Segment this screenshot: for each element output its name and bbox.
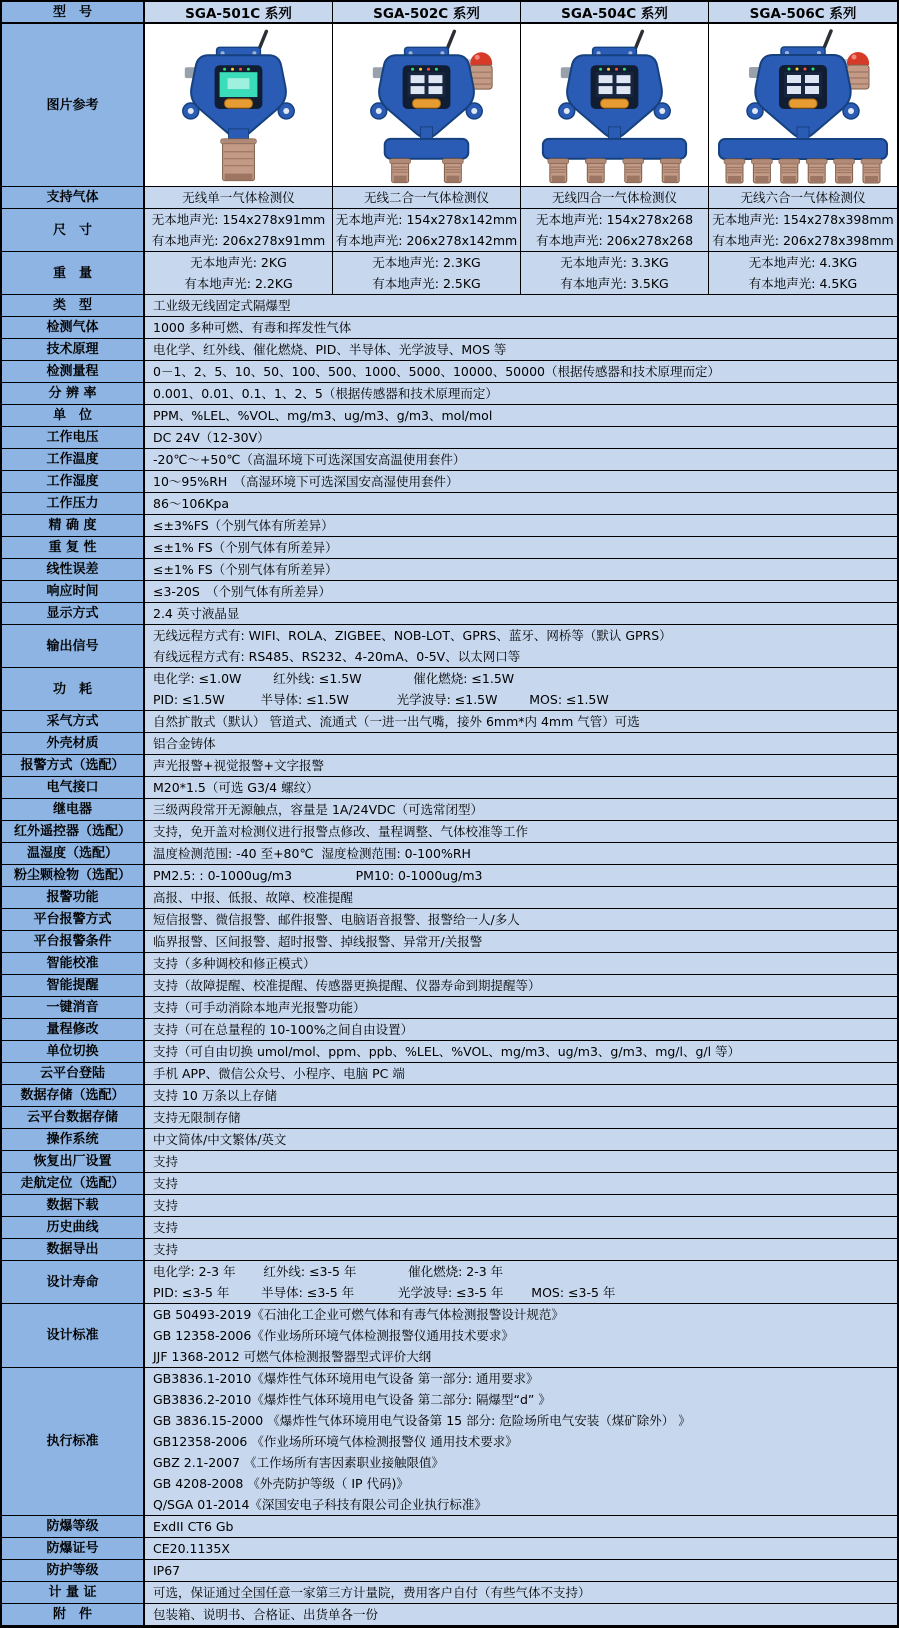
table-row [2, 625, 897, 668]
table-row [2, 755, 897, 777]
value-line: 声光报警+视觉报警+文字报警 [153, 758, 324, 773]
row-value [145, 581, 897, 603]
row-value [145, 493, 897, 515]
table-row [2, 1151, 897, 1173]
value-line: 有本地声光: 4.5KG [748, 276, 858, 291]
row-value [145, 1063, 897, 1085]
value-line: 10～95%RH （高湿环境下可选深国安高湿使用套件） [153, 474, 459, 489]
table-row [2, 1560, 897, 1582]
gas-detector-illustration [521, 24, 708, 186]
row-label: 走航定位（选配） [2, 1173, 145, 1195]
size-row [2, 209, 897, 252]
value-line: 无线单一气体检测仪 [182, 190, 295, 205]
table-row [2, 1538, 897, 1560]
table-row [2, 1304, 897, 1368]
value-line: 电化学、红外线、催化燃烧、PID、半导体、光学波导、MOS 等 [153, 342, 507, 357]
row-value [145, 843, 897, 865]
value-line: 临界报警、区间报警、超时报警、掉线报警、异常开/关报警 [153, 934, 483, 949]
value-line: PPM、%LEL、%VOL、mg/m3、ug/m3、g/m3、mol/mol [153, 408, 493, 423]
row-value [145, 295, 897, 317]
row-label: 重 量 [2, 252, 145, 295]
table-row [2, 843, 897, 865]
table-row [2, 383, 897, 405]
value-line: 支持无限制存储 [153, 1110, 241, 1125]
row-label: 附 件 [2, 1604, 145, 1626]
value-line: 支持，免开盖对检测仪进行报警点修改、量程调整、气体校准等工作 [153, 824, 529, 839]
value-line: 2.4 英寸液晶显 [153, 606, 240, 621]
value-line: 电化学: ≤1.0W 红外线: ≤1.5W 催化燃烧: ≤1.5W [153, 671, 515, 686]
weight-value [145, 252, 333, 295]
value-line: 工业级无线固定式隔爆型 [153, 298, 291, 313]
value-line: 0－1、2、5、10、50、100、500、1000、5000、10000、50000（根据传感器和技术原理而定） [153, 364, 720, 379]
table-row [2, 1085, 897, 1107]
row-label: 执行标准 [2, 1368, 145, 1516]
value-line: GB12358-2006 《作业场所环境气体检测报警仪 通用技术要求》 [153, 1434, 518, 1449]
row-value [145, 1217, 897, 1239]
row-label: 设计标准 [2, 1304, 145, 1368]
table-row [2, 1195, 897, 1217]
model-name-sga-504c: SGA-504C 系列 [521, 2, 709, 24]
device-image-sga-501c [145, 24, 333, 187]
row-label: 设计寿命 [2, 1261, 145, 1304]
table-row [2, 339, 897, 361]
table-row [2, 295, 897, 317]
row-value [145, 1304, 897, 1368]
device-image-sga-506c [709, 24, 897, 187]
row-value [145, 361, 897, 383]
value-line: 无线远程方式有: WIFI、ROLA、ZIGBEE、NOB-LOT、GPRS、蓝牙、网桥等（默认 GPRS） [153, 628, 672, 643]
row-value [145, 1107, 897, 1129]
table-row [2, 1107, 897, 1129]
device-image-sga-504c [521, 24, 709, 187]
value-line: GB 12358-2006《作业场所环境气体检测报警仪通用技术要求》 [153, 1328, 514, 1343]
row-label: 工作湿度 [2, 471, 145, 493]
value-line: GBZ 2.1-2007 《工作场所有害因素职业接触限值》 [153, 1455, 444, 1470]
row-label: 数据导出 [2, 1239, 145, 1261]
table-row [2, 777, 897, 799]
row-label: 类 型 [2, 295, 145, 317]
table-row [2, 865, 897, 887]
row-value [145, 909, 897, 931]
row-label: 平台报警条件 [2, 931, 145, 953]
row-label: 智能校准 [2, 953, 145, 975]
value-line: 支持 [153, 1242, 179, 1257]
model-name-sga-502c: SGA-502C 系列 [333, 2, 521, 24]
row-value [145, 1538, 897, 1560]
value-line: 支持 [153, 1154, 179, 1169]
row-value [145, 1368, 897, 1516]
row-value [145, 1041, 897, 1063]
value-line: 无本地声光: 2.3KG [372, 255, 481, 270]
row-value [145, 449, 897, 471]
table-row [2, 1041, 897, 1063]
value-line: 无本地声光: 154x278x91mm [151, 212, 326, 227]
row-label: 数据下载 [2, 1195, 145, 1217]
row-value [145, 405, 897, 427]
model-row-label: 型 号 [2, 2, 145, 24]
row-label: 输出信号 [2, 625, 145, 668]
table-row [2, 559, 897, 581]
value-line: 有本地声光: 2.2KG [184, 276, 293, 291]
table-row [2, 953, 897, 975]
row-label: 功 耗 [2, 668, 145, 711]
row-label: 历史曲线 [2, 1217, 145, 1239]
row-value [145, 1129, 897, 1151]
model-header-row [2, 2, 897, 24]
table-row [2, 1368, 897, 1516]
row-value [145, 339, 897, 361]
table-row [2, 975, 897, 997]
table-row [2, 1516, 897, 1538]
row-label: 恢复出厂设置 [2, 1151, 145, 1173]
row-label: 技术原理 [2, 339, 145, 361]
value-line: -20℃～+50℃（高温环境下可选深国安高温使用套件） [153, 452, 466, 467]
row-label: 操作系统 [2, 1129, 145, 1151]
value-line: 无本地声光: 2KG [190, 255, 287, 270]
row-value [145, 733, 897, 755]
model-name-sga-501c: SGA-501C 系列 [145, 2, 333, 24]
value-line: 三级两段常开无源触点，容量是 1A/24VDC（可选常闭型） [153, 802, 483, 817]
weight-value [521, 252, 709, 295]
value-line: 86～106Kpa [153, 496, 230, 511]
value-line: ≤±1% FS（个别气体有所差异） [153, 540, 338, 555]
row-label: 电气接口 [2, 777, 145, 799]
row-label: 单 位 [2, 405, 145, 427]
row-label: 继电器 [2, 799, 145, 821]
support-gas-value [709, 187, 897, 209]
table-row [2, 1604, 897, 1626]
row-value [145, 931, 897, 953]
gas-detector-illustration [145, 24, 332, 186]
value-line: 有本地声光: 206x278x268 [535, 233, 694, 248]
device-image-sga-502c [333, 24, 521, 187]
support-gas-row [2, 187, 897, 209]
value-line: 无线四合一气体检测仪 [551, 190, 677, 205]
row-label: 精 确 度 [2, 515, 145, 537]
row-label: 显示方式 [2, 603, 145, 625]
table-row [2, 471, 897, 493]
table-row [2, 317, 897, 339]
row-value [145, 515, 897, 537]
table-row [2, 537, 897, 559]
table-row [2, 668, 897, 711]
value-line: PM2.5: : 0-1000ug/m3 PM10: 0-1000ug/m3 [153, 868, 483, 883]
value-line: 有本地声光: 3.5KG [560, 276, 669, 291]
row-value [145, 1516, 897, 1538]
row-label: 分 辨 率 [2, 383, 145, 405]
row-label: 报警方式（选配） [2, 755, 145, 777]
value-line: 高报、中报、低报、故障、校准提醒 [153, 890, 354, 905]
row-label: 温湿度（选配） [2, 843, 145, 865]
value-line: 包装箱、说明书、合格证、出货单各一份 [153, 1607, 379, 1622]
value-line: ≤±3%FS（个别气体有所差异） [153, 518, 334, 533]
row-label: 一键消音 [2, 997, 145, 1019]
row-label: 防爆证号 [2, 1538, 145, 1560]
row-label: 云平台登陆 [2, 1063, 145, 1085]
value-line: 支持（故障提醒、校准提醒、传感器更换提醒、仪器寿命到期提醒等） [153, 978, 541, 993]
row-value [145, 711, 897, 733]
value-line: 支持 10 万条以上存储 [153, 1088, 277, 1103]
table-row [2, 427, 897, 449]
row-value [145, 1261, 897, 1304]
value-line: 支持（可在总量程的 10-100%之间自由设置） [153, 1022, 414, 1037]
value-line: PID: ≤1.5W 半导体: ≤1.5W 光学波导: ≤1.5W MOS: ≤1.5W [153, 692, 609, 707]
table-row [2, 405, 897, 427]
table-row [2, 1019, 897, 1041]
value-line: GB 3836.15-2000 《爆炸性气体环境用电气设备第 15 部分: 危险场所电气安装（煤矿除外） 》 [153, 1413, 691, 1428]
value-line: GB3836.1-2010《爆炸性气体环境用电气设备 第一部分: 通用要求》 [153, 1371, 539, 1386]
row-label: 数据存储（选配） [2, 1085, 145, 1107]
row-label: 报警功能 [2, 887, 145, 909]
value-line: Q/SGA 01-2014《深国安电子科技有限公司企业执行标准》 [153, 1497, 487, 1512]
value-line: 铝合金铸体 [153, 736, 216, 751]
value-line: 支持 [153, 1220, 179, 1235]
row-label: 检测量程 [2, 361, 145, 383]
row-label: 尺 寸 [2, 209, 145, 252]
table-row [2, 515, 897, 537]
row-label: 云平台数据存储 [2, 1107, 145, 1129]
table-row [2, 1173, 897, 1195]
size-value [333, 209, 521, 252]
row-label: 外壳材质 [2, 733, 145, 755]
row-label: 采气方式 [2, 711, 145, 733]
table-row [2, 603, 897, 625]
weight-value [709, 252, 897, 295]
table-row [2, 1129, 897, 1151]
row-label: 线性误差 [2, 559, 145, 581]
value-line: 自然扩散式（默认） 管道式、流通式（一进一出气嘴，接外 6mm*内 4mm 气管）可选 [153, 714, 640, 729]
support-gas-value [521, 187, 709, 209]
table-row [2, 887, 897, 909]
gas-detector-illustration [709, 24, 897, 186]
row-value [145, 1195, 897, 1217]
row-label: 粉尘颗检物（选配） [2, 865, 145, 887]
size-value [145, 209, 333, 252]
value-line: 可选，保证通过全国任意一家第三方计量院，费用客户自付（有些气体不支持） [153, 1585, 591, 1600]
row-value [145, 975, 897, 997]
table-row [2, 581, 897, 603]
row-value [145, 1582, 897, 1604]
table-row [2, 997, 897, 1019]
image-reference-row [2, 24, 897, 187]
row-value [145, 1019, 897, 1041]
weight-row [2, 252, 897, 295]
row-label: 工作电压 [2, 427, 145, 449]
spec-rows [2, 295, 897, 1626]
size-value [709, 209, 897, 252]
support-gas-value [333, 187, 521, 209]
row-label: 平台报警方式 [2, 909, 145, 931]
row-value [145, 471, 897, 493]
table-row [2, 1217, 897, 1239]
table-row [2, 799, 897, 821]
value-line: GB 4208-2008 《外壳防护等级（ IP 代码)》 [153, 1476, 409, 1491]
table-row [2, 449, 897, 471]
value-line: 有本地声光: 206x278x91mm [151, 233, 326, 248]
value-line: 短信报警、微信报警、邮件报警、电脑语音报警、报警给一人/多人 [153, 912, 520, 927]
row-value [145, 603, 897, 625]
value-line: 手机 APP、微信公众号、小程序、电脑 PC 端 [153, 1066, 405, 1081]
row-label: 检测气体 [2, 317, 145, 339]
table-row [2, 931, 897, 953]
row-value [145, 559, 897, 581]
row-label: 红外遥控器（选配） [2, 821, 145, 843]
table-row [2, 733, 897, 755]
value-line: 电化学: 2-3 年 红外线: ≤3-5 年 催化燃烧: 2-3 年 [153, 1264, 504, 1279]
value-line: CE20.1135X [153, 1541, 230, 1556]
value-line: 有本地声光: 206x278x142mm [335, 233, 518, 248]
value-line: 无线六合一气体检测仪 [740, 190, 866, 205]
row-value [145, 1173, 897, 1195]
table-row [2, 711, 897, 733]
value-line: 温度检测范围: -40 至+80℃ 湿度检测范围: 0-100%RH [153, 846, 471, 861]
row-value [145, 755, 897, 777]
value-line: ≤±1% FS（个别气体有所差异） [153, 562, 338, 577]
row-value [145, 821, 897, 843]
support-gas-value [145, 187, 333, 209]
value-line: 0.001、0.01、0.1、1、2、5（根据传感器和技术原理而定） [153, 386, 498, 401]
row-label: 计 量 证 [2, 1582, 145, 1604]
row-label: 量程修改 [2, 1019, 145, 1041]
value-line: ≤3-20S （个别气体有所差异） [153, 584, 332, 599]
value-line: 1000 多种可燃、有毒和挥发性气体 [153, 320, 352, 335]
row-label: 防护等级 [2, 1560, 145, 1582]
value-line: 支持（可手动消除本地声光报警功能） [153, 1000, 366, 1015]
table-row [2, 1063, 897, 1085]
value-line: 有本地声光: 206x278x398mm [712, 233, 894, 248]
value-line: 无本地声光: 154x278x398mm [712, 212, 894, 227]
row-label: 单位切换 [2, 1041, 145, 1063]
value-line: PID: ≤3-5 年 半导体: ≤3-5 年 光学波导: ≤3-5 年 MOS: ≤3-5 年 [153, 1285, 616, 1300]
gas-detector-illustration [333, 24, 520, 186]
row-value [145, 1604, 897, 1626]
row-value [145, 383, 897, 405]
value-line: DC 24V（12-30V） [153, 430, 270, 445]
value-line: 有线远程方式有: RS485、RS232、4-20mA、0-5V、以太网口等 [153, 649, 521, 664]
row-label: 智能提醒 [2, 975, 145, 997]
value-line: 无本地声光: 154x278x268 [535, 212, 694, 227]
image-row-label: 图片参考 [2, 24, 145, 187]
model-name-sga-506c: SGA-506C 系列 [709, 2, 897, 24]
row-value [145, 427, 897, 449]
row-label: 响应时间 [2, 581, 145, 603]
table-row [2, 1582, 897, 1604]
row-value [145, 537, 897, 559]
value-line: IP67 [153, 1563, 181, 1578]
row-value [145, 865, 897, 887]
row-value [145, 953, 897, 975]
table-row [2, 909, 897, 931]
value-line: M20*1.5（可选 G3/4 螺纹） [153, 780, 319, 795]
row-value [145, 1239, 897, 1261]
value-line: 支持 [153, 1198, 179, 1213]
size-value [521, 209, 709, 252]
value-line: GB 50493-2019《石油化工企业可燃气体和有毒气体检测报警设计规范》 [153, 1307, 564, 1322]
row-label: 工作压力 [2, 493, 145, 515]
row-label: 重 复 性 [2, 537, 145, 559]
row-value [145, 887, 897, 909]
value-line: 支持（多种调校和修正模式） [153, 956, 316, 971]
row-value [145, 1085, 897, 1107]
table-row [2, 493, 897, 515]
row-value [145, 777, 897, 799]
row-value [145, 317, 897, 339]
weight-value [333, 252, 521, 295]
table-row [2, 361, 897, 383]
value-line: 支持（可自由切换 umol/mol、ppm、ppb、%LEL、%VOL、mg/m3、ug/m3、g/m3、mg/l、g/l 等） [153, 1044, 741, 1059]
value-line: 无本地声光: 3.3KG [560, 255, 669, 270]
value-line: 支持 [153, 1176, 179, 1191]
value-line: 有本地声光: 2.5KG [372, 276, 481, 291]
row-value [145, 668, 897, 711]
row-value [145, 997, 897, 1019]
row-value [145, 799, 897, 821]
table-row [2, 1239, 897, 1261]
table-row [2, 1261, 897, 1304]
row-value [145, 625, 897, 668]
value-line: 无本地声光: 154x278x142mm [335, 212, 518, 227]
value-line: 中文简体/中文繁体/英文 [153, 1132, 287, 1147]
row-label: 工作温度 [2, 449, 145, 471]
value-line: GB3836.2-2010《爆炸性气体环境用电气设备 第二部分: 隔爆型“d” 》 [153, 1392, 551, 1407]
row-label: 支持气体 [2, 187, 145, 209]
table-row [2, 821, 897, 843]
value-line: ExdII CT6 Gb [153, 1519, 234, 1534]
value-line: 无线二合一气体检测仪 [363, 190, 489, 205]
row-value [145, 1151, 897, 1173]
row-value [145, 1560, 897, 1582]
row-label: 防爆等级 [2, 1516, 145, 1538]
value-line: 无本地声光: 4.3KG [748, 255, 858, 270]
value-line: JJF 1368-2012 可燃气体检测报警器型式评价大纲 [153, 1349, 432, 1364]
